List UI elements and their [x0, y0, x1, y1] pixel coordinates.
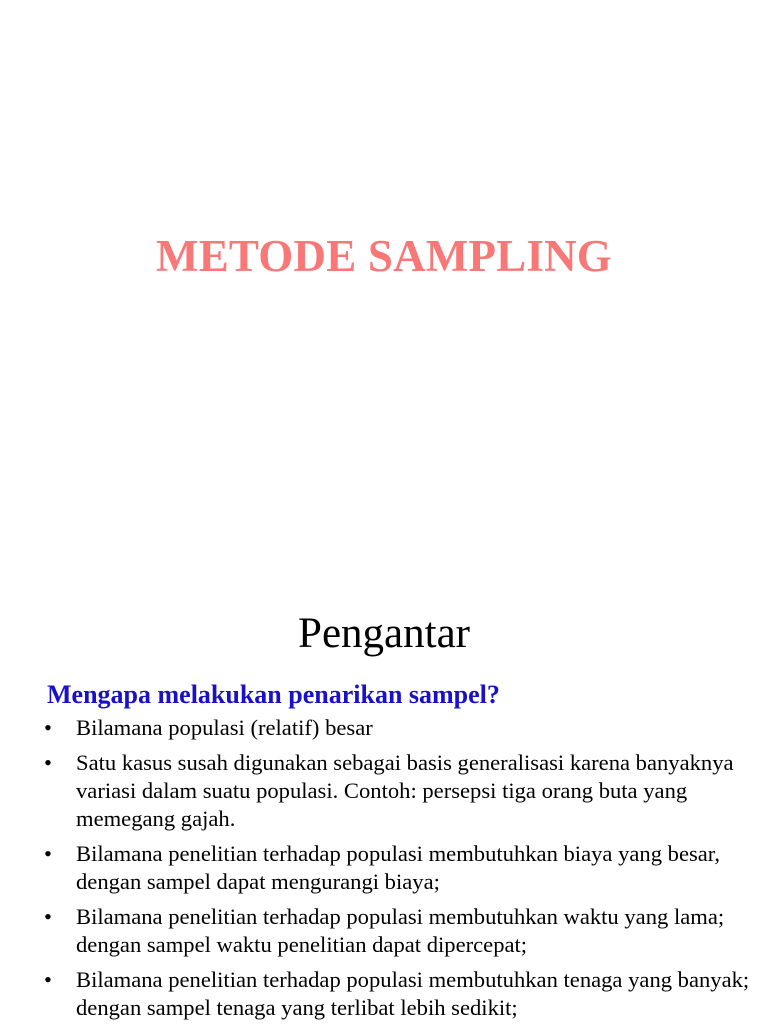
slide-heading: Pengantar [298, 610, 470, 657]
bullet-icon: • [44, 750, 52, 775]
bullet-list [44, 714, 760, 1029]
bullet-text: Bilamana penelitian terhadap populasi membutuhkan waktu yang lama; dengan sampel waktu penelitian dapat dipercepat; [76, 904, 725, 957]
slide-pengantar [0, 576, 768, 1024]
bullet-text: Satu kasus susah digunakan sebagai basis generalisasi karena banyaknya variasi dalam suatu populasi. Contoh: persepsi tiga orang buta yang memegang gajah. [76, 750, 734, 831]
bullet-item [44, 966, 760, 1022]
question-subheading: Mengapa melakukan penarikan sampel? [47, 680, 500, 709]
bullet-text: Bilamana penelitian terhadap populasi membutuhkan tenaga yang banyak; dengan sampel tenaga yang terlibat lebih sedikit; [76, 967, 750, 1020]
bullet-icon: • [44, 904, 52, 929]
bullet-item [44, 714, 760, 742]
bullet-icon: • [44, 841, 52, 866]
bullet-item [44, 749, 760, 833]
bullet-item [44, 903, 760, 959]
bullet-icon: • [44, 967, 52, 992]
slide-title-heading: METODE SAMPLING [156, 231, 612, 281]
bullet-text: Bilamana populasi (relatif) besar [76, 715, 373, 740]
bullet-item [44, 840, 760, 896]
bullet-icon: • [44, 715, 52, 740]
bullet-text: Bilamana penelitian terhadap populasi membutuhkan biaya yang besar, dengan sampel dapat mengurangi biaya; [76, 841, 721, 894]
